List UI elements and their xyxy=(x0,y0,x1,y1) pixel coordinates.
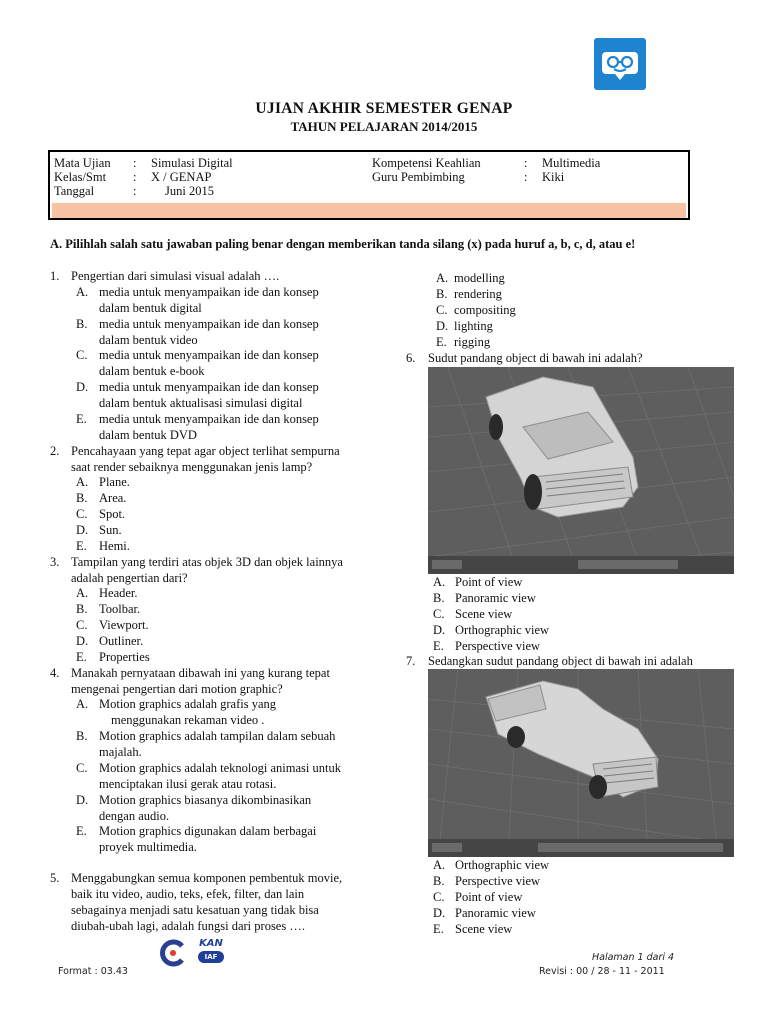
q4-opt-e-cont: proyek multimedia. xyxy=(99,840,197,854)
q5-opt-a[interactable]: modelling xyxy=(454,271,505,285)
q1-opt-e-cont: dalam bentuk DVD xyxy=(99,428,197,442)
q4-opt-d-letter[interactable]: D. xyxy=(76,793,89,807)
q4-opt-a-letter[interactable]: A. xyxy=(76,697,89,711)
q6-opt-a-letter[interactable]: A. xyxy=(433,575,446,589)
q1-opt-d-letter[interactable]: D. xyxy=(76,380,89,394)
info-label-guru: Guru Pembimbing xyxy=(372,170,465,184)
q7-opt-c[interactable]: Point of view xyxy=(455,890,523,904)
info-value-tanggal: Juni 2015 xyxy=(165,184,214,198)
q1-opt-d-cont: dalam bentuk aktualisasi simulasi digital xyxy=(99,396,303,410)
footer-format: Format : 03.43 xyxy=(58,966,128,977)
kan-iaf-logo-icon xyxy=(192,938,230,966)
info-box-bar xyxy=(52,203,686,218)
q7-text: Sedangkan sudut pandang object di bawah ini adalah xyxy=(428,654,693,668)
q5-opt-c[interactable]: compositing xyxy=(454,303,516,317)
q2-opt-a-letter[interactable]: A. xyxy=(76,475,89,489)
q6-opt-b[interactable]: Panoramic view xyxy=(455,591,536,605)
q1-opt-d[interactable]: media untuk menyampaikan ide dan konsep xyxy=(99,380,319,394)
q3-opt-e[interactable]: Properties xyxy=(99,650,150,664)
q6-number: 6. xyxy=(406,351,416,365)
exam-title: UJIAN AKHIR SEMESTER GENAP xyxy=(255,100,513,117)
q5-opt-b-letter[interactable]: B. xyxy=(436,287,448,301)
q7-opt-d-letter[interactable]: D. xyxy=(433,906,446,920)
q4-opt-d-cont: dengan audio. xyxy=(99,809,170,823)
q2-opt-c[interactable]: Spot. xyxy=(99,507,126,521)
q3-opt-e-letter[interactable]: E. xyxy=(76,650,87,664)
q5-text-cont-3: diubah-ubah lagi, adalah fungsi dari proses …. xyxy=(71,919,305,933)
q4-opt-b-letter[interactable]: B. xyxy=(76,729,88,743)
q6-opt-c-letter[interactable]: C. xyxy=(433,607,445,621)
q1-number: 1. xyxy=(50,269,60,283)
certification-logo-icon xyxy=(158,938,188,968)
q4-opt-a-cont: menggunakan rekaman video . xyxy=(111,713,265,727)
q1-opt-b[interactable]: media untuk menyampaikan ide dan konsep xyxy=(99,317,319,331)
q7-opt-d[interactable]: Panoramic view xyxy=(455,906,536,920)
info-sep: : xyxy=(524,156,528,170)
info-label-tanggal: Tanggal xyxy=(54,184,95,198)
q6-viewport-image xyxy=(428,367,734,574)
q6-opt-a[interactable]: Point of view xyxy=(455,575,523,589)
q2-text-cont: saat render sebaiknya menggunakan jenis lamp? xyxy=(71,460,313,474)
q2-opt-b-letter[interactable]: B. xyxy=(76,491,88,505)
q2-opt-e-letter[interactable]: E. xyxy=(76,539,87,553)
q1-opt-a-letter[interactable]: A. xyxy=(76,285,89,299)
info-value-kelas: X / GENAP xyxy=(151,170,212,184)
q5-text-cont-2: sebagainya menjadi satu kesatuan yang tidak bisa xyxy=(71,903,319,917)
instruction: A. Pilihlah salah satu jawaban paling benar dengan memberikan tanda silang (x) pada huruf a, b, c, d, atau e! xyxy=(50,237,636,251)
q1-opt-e[interactable]: media untuk menyampaikan ide dan konsep xyxy=(99,412,319,426)
q1-opt-a-cont: dalam bentuk digital xyxy=(99,301,202,315)
q3-opt-d-letter[interactable]: D. xyxy=(76,634,89,648)
q4-number: 4. xyxy=(50,666,60,680)
q1-opt-b-cont: dalam bentuk video xyxy=(99,333,198,347)
q5-opt-d-letter[interactable]: D. xyxy=(436,319,449,333)
q5-opt-a-letter[interactable]: A. xyxy=(436,271,449,285)
q6-opt-e[interactable]: Perspective view xyxy=(455,639,541,653)
q6-opt-b-letter[interactable]: B. xyxy=(433,591,445,605)
q1-opt-b-letter[interactable]: B. xyxy=(76,317,88,331)
q1-opt-c-cont: dalam bentuk e-book xyxy=(99,364,205,378)
q2-opt-d-letter[interactable]: D. xyxy=(76,523,89,537)
q1-opt-e-letter[interactable]: E. xyxy=(76,412,87,426)
q5-opt-c-letter[interactable]: C. xyxy=(436,303,448,317)
footer-revisi: Revisi : 00 / 28 - 11 - 2011 xyxy=(539,966,665,977)
q6-text: Sudut pandang object di bawah ini adalah? xyxy=(428,351,643,365)
q4-opt-c-letter[interactable]: C. xyxy=(76,761,88,775)
app-logo-icon xyxy=(594,38,646,90)
q2-opt-e[interactable]: Hemi. xyxy=(99,539,130,553)
info-sep: : xyxy=(133,156,137,170)
q6-opt-c[interactable]: Scene view xyxy=(455,607,513,621)
q3-number: 3. xyxy=(50,555,60,569)
q7-opt-a-letter[interactable]: A. xyxy=(433,858,446,872)
q3-opt-b-letter[interactable]: B. xyxy=(76,602,88,616)
q1-opt-c-letter[interactable]: C. xyxy=(76,348,88,362)
q7-opt-c-letter[interactable]: C. xyxy=(433,890,445,904)
q2-opt-d[interactable]: Sun. xyxy=(99,523,122,537)
q3-opt-b[interactable]: Toolbar. xyxy=(99,602,141,616)
info-label-mata-ujian: Mata Ujian xyxy=(54,156,111,170)
q7-opt-b-letter[interactable]: B. xyxy=(433,874,445,888)
q6-opt-d[interactable]: Orthographic view xyxy=(455,623,550,637)
info-value-guru: Kiki xyxy=(542,170,565,184)
q5-number: 5. xyxy=(50,871,60,885)
q4-opt-c-cont: menciptakan ilusi gerak atau rotasi. xyxy=(99,777,277,791)
q5-opt-e[interactable]: rigging xyxy=(454,335,491,349)
info-label-kelas: Kelas/Smt xyxy=(54,170,107,184)
q5-text-cont-1: baik itu video, audio, teks, efek, filter, dan lain xyxy=(71,887,305,901)
q2-text: Pencahayaan yang tepat agar object terlihat sempurna xyxy=(71,444,340,458)
q4-opt-b-cont: majalah. xyxy=(99,745,142,759)
q7-opt-b[interactable]: Perspective view xyxy=(455,874,541,888)
info-label-kompetensi: Kompetensi Keahlian xyxy=(372,156,481,170)
q5-opt-e-letter[interactable]: E. xyxy=(436,335,447,349)
q7-viewport-image xyxy=(428,669,734,857)
q7-number: 7. xyxy=(406,654,416,668)
q6-opt-d-letter[interactable]: D. xyxy=(433,623,446,637)
q7-opt-e-letter[interactable]: E. xyxy=(433,922,444,936)
q4-opt-d[interactable]: Motion graphics biasanya dikombinasikan xyxy=(99,793,312,807)
q4-opt-e[interactable]: Motion graphics digunakan dalam berbagai xyxy=(99,824,317,838)
q3-opt-c-letter[interactable]: C. xyxy=(76,618,88,632)
q2-opt-a[interactable]: Plane. xyxy=(99,475,130,489)
q1-text: Pengertian dari simulasi visual adalah …. xyxy=(71,269,280,283)
q4-opt-b[interactable]: Motion graphics adalah tampilan dalam sebuah xyxy=(99,729,336,743)
q1-opt-a[interactable]: media untuk menyampaikan ide dan konsep xyxy=(99,285,319,299)
info-sep: : xyxy=(133,184,137,198)
footer-page: Halaman 1 dari 4 xyxy=(592,952,675,963)
q6-opt-e-letter[interactable]: E. xyxy=(433,639,444,653)
q2-number: 2. xyxy=(50,444,60,458)
q4-text: Manakah pernyataan dibawah ini yang kurang tepat xyxy=(71,666,330,680)
q3-opt-d[interactable]: Outliner. xyxy=(99,634,144,648)
q3-opt-c[interactable]: Viewport. xyxy=(99,618,149,632)
info-sep: : xyxy=(133,170,137,184)
q3-opt-a[interactable]: Header. xyxy=(99,586,138,600)
q2-opt-c-letter[interactable]: C. xyxy=(76,507,88,521)
q3-text-cont: adalah pengertian dari? xyxy=(71,571,188,585)
q4-opt-c[interactable]: Motion graphics adalah teknologi animasi untuk xyxy=(99,761,341,775)
q7-opt-e[interactable]: Scene view xyxy=(455,922,513,936)
iaf-logo-text: IAF xyxy=(198,951,224,963)
q4-text-cont: mengenai pengertian dari motion graphic? xyxy=(71,682,283,696)
q4-opt-e-letter[interactable]: E. xyxy=(76,824,87,838)
q5-text: Menggabungkan semua komponen pembentuk movie, xyxy=(71,871,343,885)
info-sep: : xyxy=(524,170,528,184)
q3-opt-a-letter[interactable]: A. xyxy=(76,586,89,600)
q5-opt-d[interactable]: lighting xyxy=(454,319,493,333)
info-value-mata-ujian: Simulasi Digital xyxy=(151,156,233,170)
q7-opt-a[interactable]: Orthographic view xyxy=(455,858,550,872)
kan-logo-text: KAN xyxy=(199,938,223,949)
exam-subtitle: TAHUN PELAJARAN 2014/2015 xyxy=(290,119,478,134)
q4-opt-a[interactable]: Motion graphics adalah grafis yang xyxy=(99,697,277,711)
q1-opt-c[interactable]: media untuk menyampaikan ide dan konsep xyxy=(99,348,319,362)
q2-opt-b[interactable]: Area. xyxy=(99,491,127,505)
info-value-kompetensi: Multimedia xyxy=(542,156,601,170)
q3-text: Tampilan yang terdiri atas objek 3D dan objek lainnya xyxy=(71,555,343,569)
q5-opt-b[interactable]: rendering xyxy=(454,287,502,301)
